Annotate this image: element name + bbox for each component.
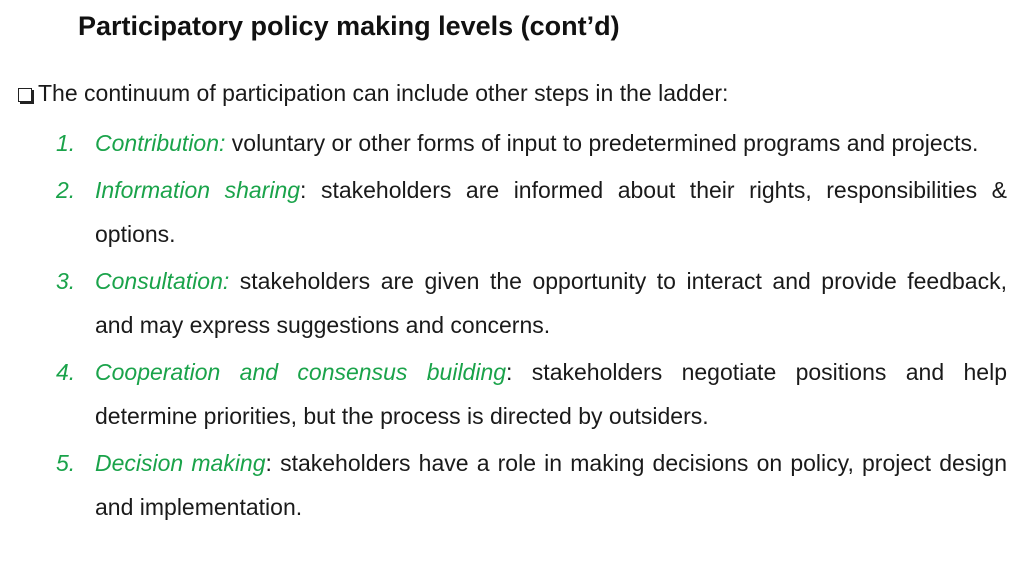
- item-description: stakeholders are informed about their rights, responsibilities & options.: [95, 177, 1007, 247]
- intro-bullet: [18, 76, 1008, 110]
- item-term-separator: :: [265, 450, 272, 476]
- slide-title: Participatory policy making levels (cont’d): [78, 11, 620, 41]
- list-item: [56, 350, 1007, 438]
- participation-steps-list: [56, 121, 1007, 532]
- item-description: stakeholders have a role in making decisions on policy, project design and implementation.: [95, 450, 1007, 520]
- item-term-separator: :: [219, 130, 226, 156]
- item-term-separator: :: [300, 177, 307, 203]
- item-term: Consultation:: [95, 268, 230, 294]
- item-term: Contribution: [95, 130, 220, 156]
- item-description: stakeholders negotiate positions and help determine priorities, but the process is directed by outsiders.: [95, 359, 1007, 429]
- list-item: [56, 121, 1007, 165]
- list-item: [56, 441, 1007, 529]
- item-description: stakeholders are given the opportunity to interact and provide feedback, and may express suggestions and concerns.: [95, 268, 1007, 338]
- list-item: [56, 168, 1007, 256]
- item-description: voluntary or other forms of input to predetermined programs and projects.: [225, 130, 979, 156]
- list-item: [56, 259, 1007, 347]
- item-number: 1.: [56, 130, 76, 156]
- checkbox-bullet-icon: [18, 88, 32, 102]
- item-number: 5.: [56, 450, 76, 476]
- item-number: 4.: [56, 359, 76, 385]
- item-term-separator: :: [506, 359, 513, 385]
- item-number: 2.: [56, 177, 76, 203]
- item-term: Information sharing: [95, 177, 301, 203]
- item-term: Cooperation and consensus building: [95, 359, 507, 385]
- item-term: Decision making: [95, 450, 266, 476]
- item-number: 3.: [56, 268, 76, 294]
- intro-text: The continuum of participation can include other steps in the ladder:: [38, 80, 729, 106]
